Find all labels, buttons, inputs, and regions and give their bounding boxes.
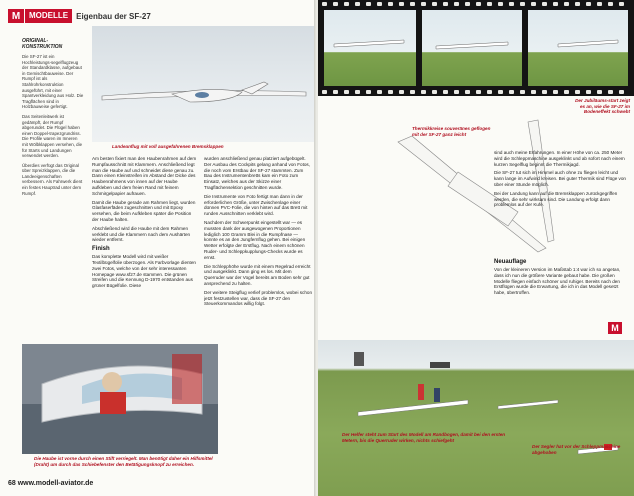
body-paragraph: Am besten fixiert man den Haubenrahmen auf dem Rumpfausschnitt mit Klammern. Anschließend legt man die Haube auf und schneidet diese genau zu. Dann einen Kleinstreifen im Abstand der Dicke des Haubenrahmens von innen auf der Haube aufkleben und dem freien Rand mit feinem Schmirgelpapier aufrauen. — [92, 156, 197, 196]
neuauflage-heading: Neuauflage — [494, 259, 527, 265]
body-paragraph: Damit die Haube gerade am Rahmen liegt, wurden Glasfaserfäden zugeschnitten und mit Epoxy versehen, die beim Aufkleben später die Position der Haube halten. — [92, 199, 196, 222]
body-paragraph: sind auch meine Erfahrungen. In einer Höhe von ca. 250 Meter wird die Schleppmaschine ausgeklinkt und ab sofort nach einem kurzen Segelflug beginnt die Thermikjagd. — [494, 150, 625, 167]
text-column-2 — [92, 156, 198, 342]
film-frame-3 — [528, 10, 628, 86]
body-paragraph: Nachdem der Schwerpunkt eingestellt war — es mussten dank der ausgewogenen Proportionen lediglich 100 Gramm Blei in die Rumpfnase — konnte es an den Jungfernflug gehen. Bei einigen Wetter erfolgte der Erstflug. Nach einem schönen Ruder- und Schleppkupplungs-Checks wurde es ernst. — [204, 219, 306, 260]
neuauflage-paragraph: Von der kleineren Version im Maßstab 1:4 war ich so angetan, dass ich nun die größere Variante gebaut habe. Die großen Modelle fliegen einfach schöner und ruhiger. Bereits nach den Erstflügen wurde die Erwartung, die ich in das Modell gesetzt habe, übertroffen. — [494, 267, 621, 296]
neuauflage-section — [494, 256, 626, 336]
caption-tug: Der Segler hat vor der Schleppmaschine abgehoben — [532, 444, 621, 455]
body-paragraph: Die SF-27 tut sich im Himmel auch ohne zu fliegen leicht und kann lange im Aufwind kreisen. Bei guter Thermik sind Flüge von über einer Stunde möglich. — [494, 170, 626, 187]
glider-landing-photo — [92, 26, 316, 142]
body-paragraph: Abschließend wird die Haube mit dem Rahmen verklebt und die Klammern nach dem Aushärten wieder entfernt. — [92, 225, 191, 243]
body-paragraph: Die Instrumente von Foto fertigt man dann in der erforderlichen Größe, unter Zwischenlage einer dünnen PVC-Folie, die von hinten auf das Brett mit runden Ausschnitten verklebt wird. — [204, 193, 308, 217]
film-perforations-bottom — [318, 90, 634, 96]
finish-heading: Finish — [92, 246, 110, 253]
magazine-logo: M — [8, 9, 24, 23]
left-page — [0, 0, 316, 496]
film-frame-2 — [422, 10, 522, 86]
filmstrip — [318, 0, 634, 96]
section-header — [8, 8, 151, 24]
sidebar-title: ORIGINAL-KONSTRUKTION — [22, 38, 63, 50]
caption-cockpit: Die Haube ist vorne durch einen Stift verriegelt. Man benötigt daher ein Hilfsmittel (Draht) um durch das Schiebefenster den Betätigungsknopf zu erreichen. — [34, 456, 213, 467]
caption-filmstrip: Der Jubiläums-start zeigt es an, wie die SF-27 im Bodeneffekt schwebt — [575, 98, 630, 115]
sidebar-paragraph: Die SF-27 ist ein Hochleistungs-segelflugzeug der Standardklasse, aufgebaut in Gemischtbauweise. Der Rumpf ist als Stahlrohrkonstruktion ausgeführt, mit einer Spantverkleidung aus Holz. Die Tragflächen sind in Holzbauweise gefertigt. — [22, 54, 84, 110]
finish-paragraph: Das komplette Modell wird mit weißer Textilbügelfolie überzogen. Als Farbvorlage dienten zwei Fotos, welche von der sehr interessanten Homepage www.sf27.de stammen. Die grünen Streifen und die Kennung D-1970 entstanden aus grüner Bügelfolie. Diese — [92, 254, 196, 289]
sidebar-box — [22, 38, 84, 340]
article-title: Eigenbau der SF-27 — [76, 11, 151, 21]
right-page — [318, 0, 634, 496]
film-frame-1 — [324, 10, 416, 86]
end-logo: M — [608, 322, 622, 334]
section-label: MODELLE — [25, 9, 72, 23]
body-paragraph: wurden anschließend genau platziert aufgebügelt. Der Ausbau des Cockpits gelang anhand von Fotos, die noch vom Erstbau der SF-27 stammten. Zum Bau des Instrumentenbretts kam ein Foto zum Einsatz, welches aus der Skizze einer Tragflächensektion geschnitten wurde. — [204, 156, 310, 190]
caption-glider: Thermikkreise souveränes geflogen mit der SF-27 ganz leicht — [412, 126, 491, 137]
cockpit-illustration — [22, 344, 218, 454]
caption-landing: Landeanflug mit voll ausgefahrenen Bremsklappen — [112, 144, 224, 149]
text-column-3 — [204, 156, 312, 342]
glider-silhouette — [92, 26, 316, 142]
body-paragraph: Der weitere Steigflug verlief problemlos, wobei schon jetzt festzustellen war, dass die SF-27 den Steuerkommandos willig folgt. — [204, 289, 312, 307]
body-paragraph: Die Schlepphöhe wurde mit einem Regelrad erreicht und ausgeklinkt. Dann ging es los. Mit dem Querruder war der Vogel bereits am Boden sehr gut ansprechend zu halten. — [204, 263, 311, 286]
text-column-right — [494, 150, 626, 252]
body-paragraph: Bei der Landung kann auf die Bremsklappen zurückgegriffen werden, die sehr wirksam sind. Die Landung erfolgt dann problemlos auf der Kufe. — [494, 190, 618, 208]
film-perforations-top — [318, 2, 634, 8]
airfield-scene — [318, 340, 634, 496]
sidebar-paragraph: Überdies verfügt das Original über Spreizklappen, die die Landeeigenschaften verbessern. Als Fahrwerk dient ein festes Hauptrad unter dem Rumpf. — [22, 162, 83, 196]
airfield-photo — [318, 340, 634, 496]
caption-field: Der Helfer steht zum Start des Modell am Randbogen, damit bei den ersten Metern, bis die Querruder wirken, nichts schiefgeht — [342, 432, 506, 443]
page-footer: 68 www.modell-aviator.de — [8, 480, 94, 487]
cockpit-photo — [22, 344, 218, 454]
sidebar-paragraph: Das Seitenleitwerk ist gedämpft, der Rumpf abgerundet. Die Flügel haben einen Doppel-trapezgrundriss. Die Profile waren im Inneren mit Wölbklappen versehen, die für Starts und Landungen verwendet werden. — [22, 113, 83, 159]
